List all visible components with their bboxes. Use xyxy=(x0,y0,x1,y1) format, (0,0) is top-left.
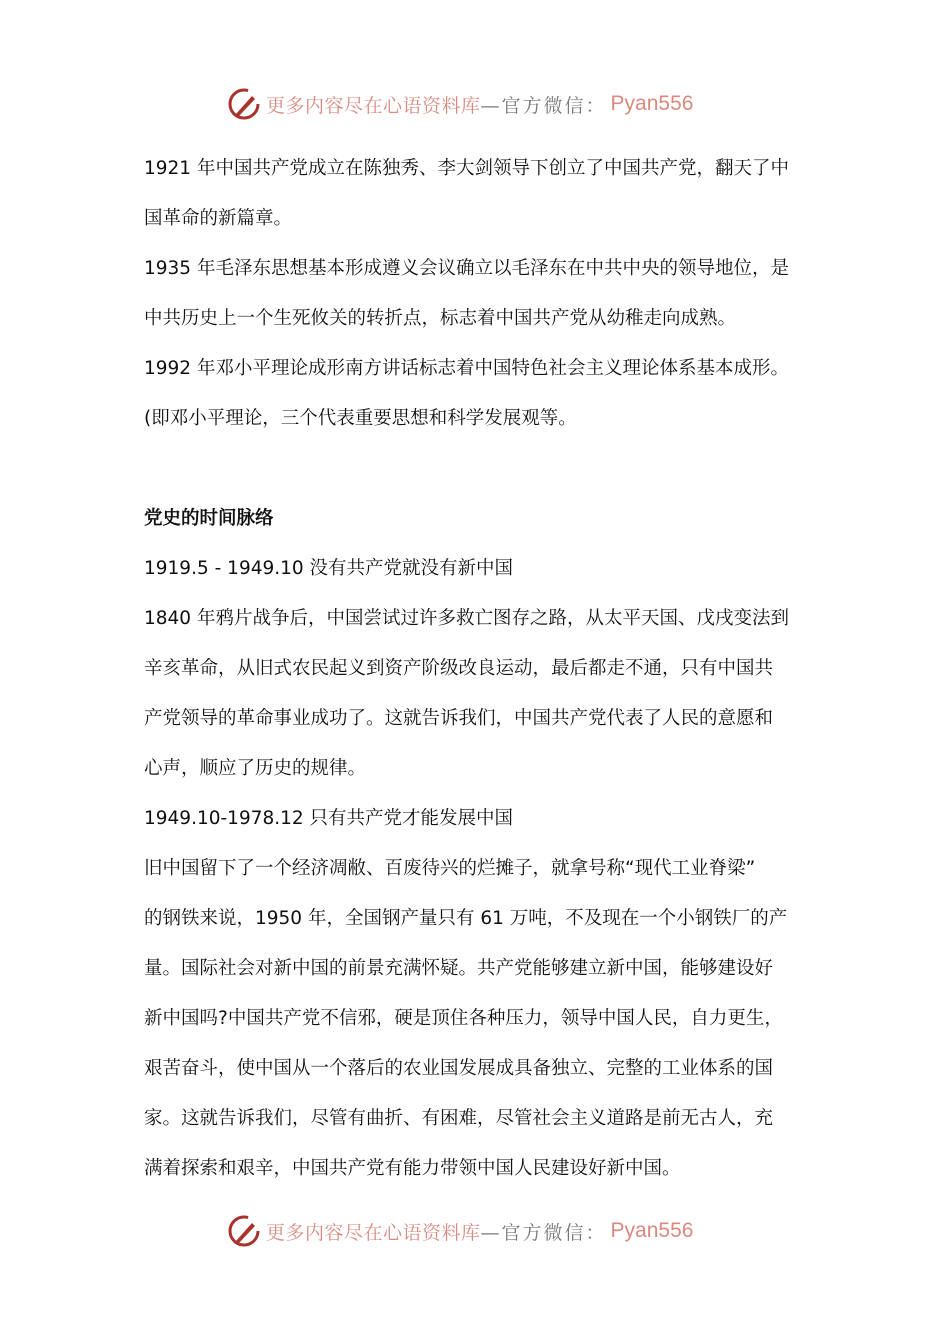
text-line xyxy=(144,450,824,500)
text-line: 的钢铁来说，1950 年，全国钢产量只有 61 万吨，不及现在一个小钢铁厂的产 xyxy=(144,908,788,929)
watermark-wechat: Pyan556 xyxy=(610,92,694,115)
text-line: 中共历史上一个生死攸关的转折点，标志着中国共产党从幼稚走向成熟。 xyxy=(144,308,737,329)
text-line: 1840 年鸦片战争后，中国尝试过许多救亡图存之路，从太平天国、戊戌变法到 xyxy=(144,608,789,629)
watermark-dash: —官方微信： xyxy=(480,94,607,117)
footer-watermark xyxy=(226,1211,726,1251)
text-line: 艰苦奋斗，使中国从一个落后的农业国发展成具备独立、完整的工业体系的国 xyxy=(144,1058,774,1079)
pen-logo-icon xyxy=(226,1213,262,1249)
text-line: 心声，顺应了历史的规律。 xyxy=(144,758,367,779)
header-watermark xyxy=(226,84,726,124)
text-line: 产党领导的革命事业成功了。这就告诉我们，中国共产党代表了人民的意愿和 xyxy=(144,708,774,729)
text-line: 满着探索和艰辛，中国共产党有能力带领中国人民建设好新中国。 xyxy=(144,1158,681,1179)
watermark-dash: —官方微信： xyxy=(480,1221,607,1244)
watermark-site: 更多内容尽在心语资料库 xyxy=(266,94,481,117)
document-body xyxy=(144,150,824,1200)
watermark-site: 更多内容尽在心语资料库 xyxy=(266,1221,481,1244)
text-line: (即邓小平理论，三个代表重要思想和科学发展观等。 xyxy=(144,408,577,429)
text-line: 1919.5 - 1949.10 没有共产党就没有新中国 xyxy=(144,558,514,579)
text-line: 旧中国留下了一个经济凋敝、百废待兴的烂摊子，就拿号称“现代工业脊梁” xyxy=(144,858,756,879)
text-line: 国革命的新篇章。 xyxy=(144,208,293,229)
text-line: 量。国际社会对新中国的前景充满怀疑。共产党能够建立新中国，能够建设好 xyxy=(144,958,774,979)
text-line: 1992 年邓小平理论成形南方讲话标志着中国特色社会主义理论体系基本成形。 xyxy=(144,358,789,379)
section-heading: 党史的时间脉络 xyxy=(144,508,274,529)
text-line: 1935 年毛泽东思想基本形成遵义会议确立以毛泽东在中共中央的领导地位，是 xyxy=(144,258,789,279)
text-line: 1949.10-1978.12 只有共产党才能发展中国 xyxy=(144,808,514,829)
text-line: 新中国吗?中国共产党不信邪，硬是顶住各种压力，领导中国人民，自力更生， xyxy=(144,1008,783,1029)
watermark-wechat: Pyan556 xyxy=(610,1219,694,1242)
text-line: 1921 年中国共产党成立在陈独秀、李大剑领导下创立了中国共产党，翻天了中 xyxy=(144,158,789,179)
text-line: 家。这就告诉我们，尽管有曲折、有困难，尽管社会主义道路是前无古人，充 xyxy=(144,1108,774,1129)
text-line: 辛亥革命，从旧式农民起义到资产阶级改良运动，最后都走不通，只有中国共 xyxy=(144,658,774,679)
pen-logo-icon xyxy=(226,86,262,122)
